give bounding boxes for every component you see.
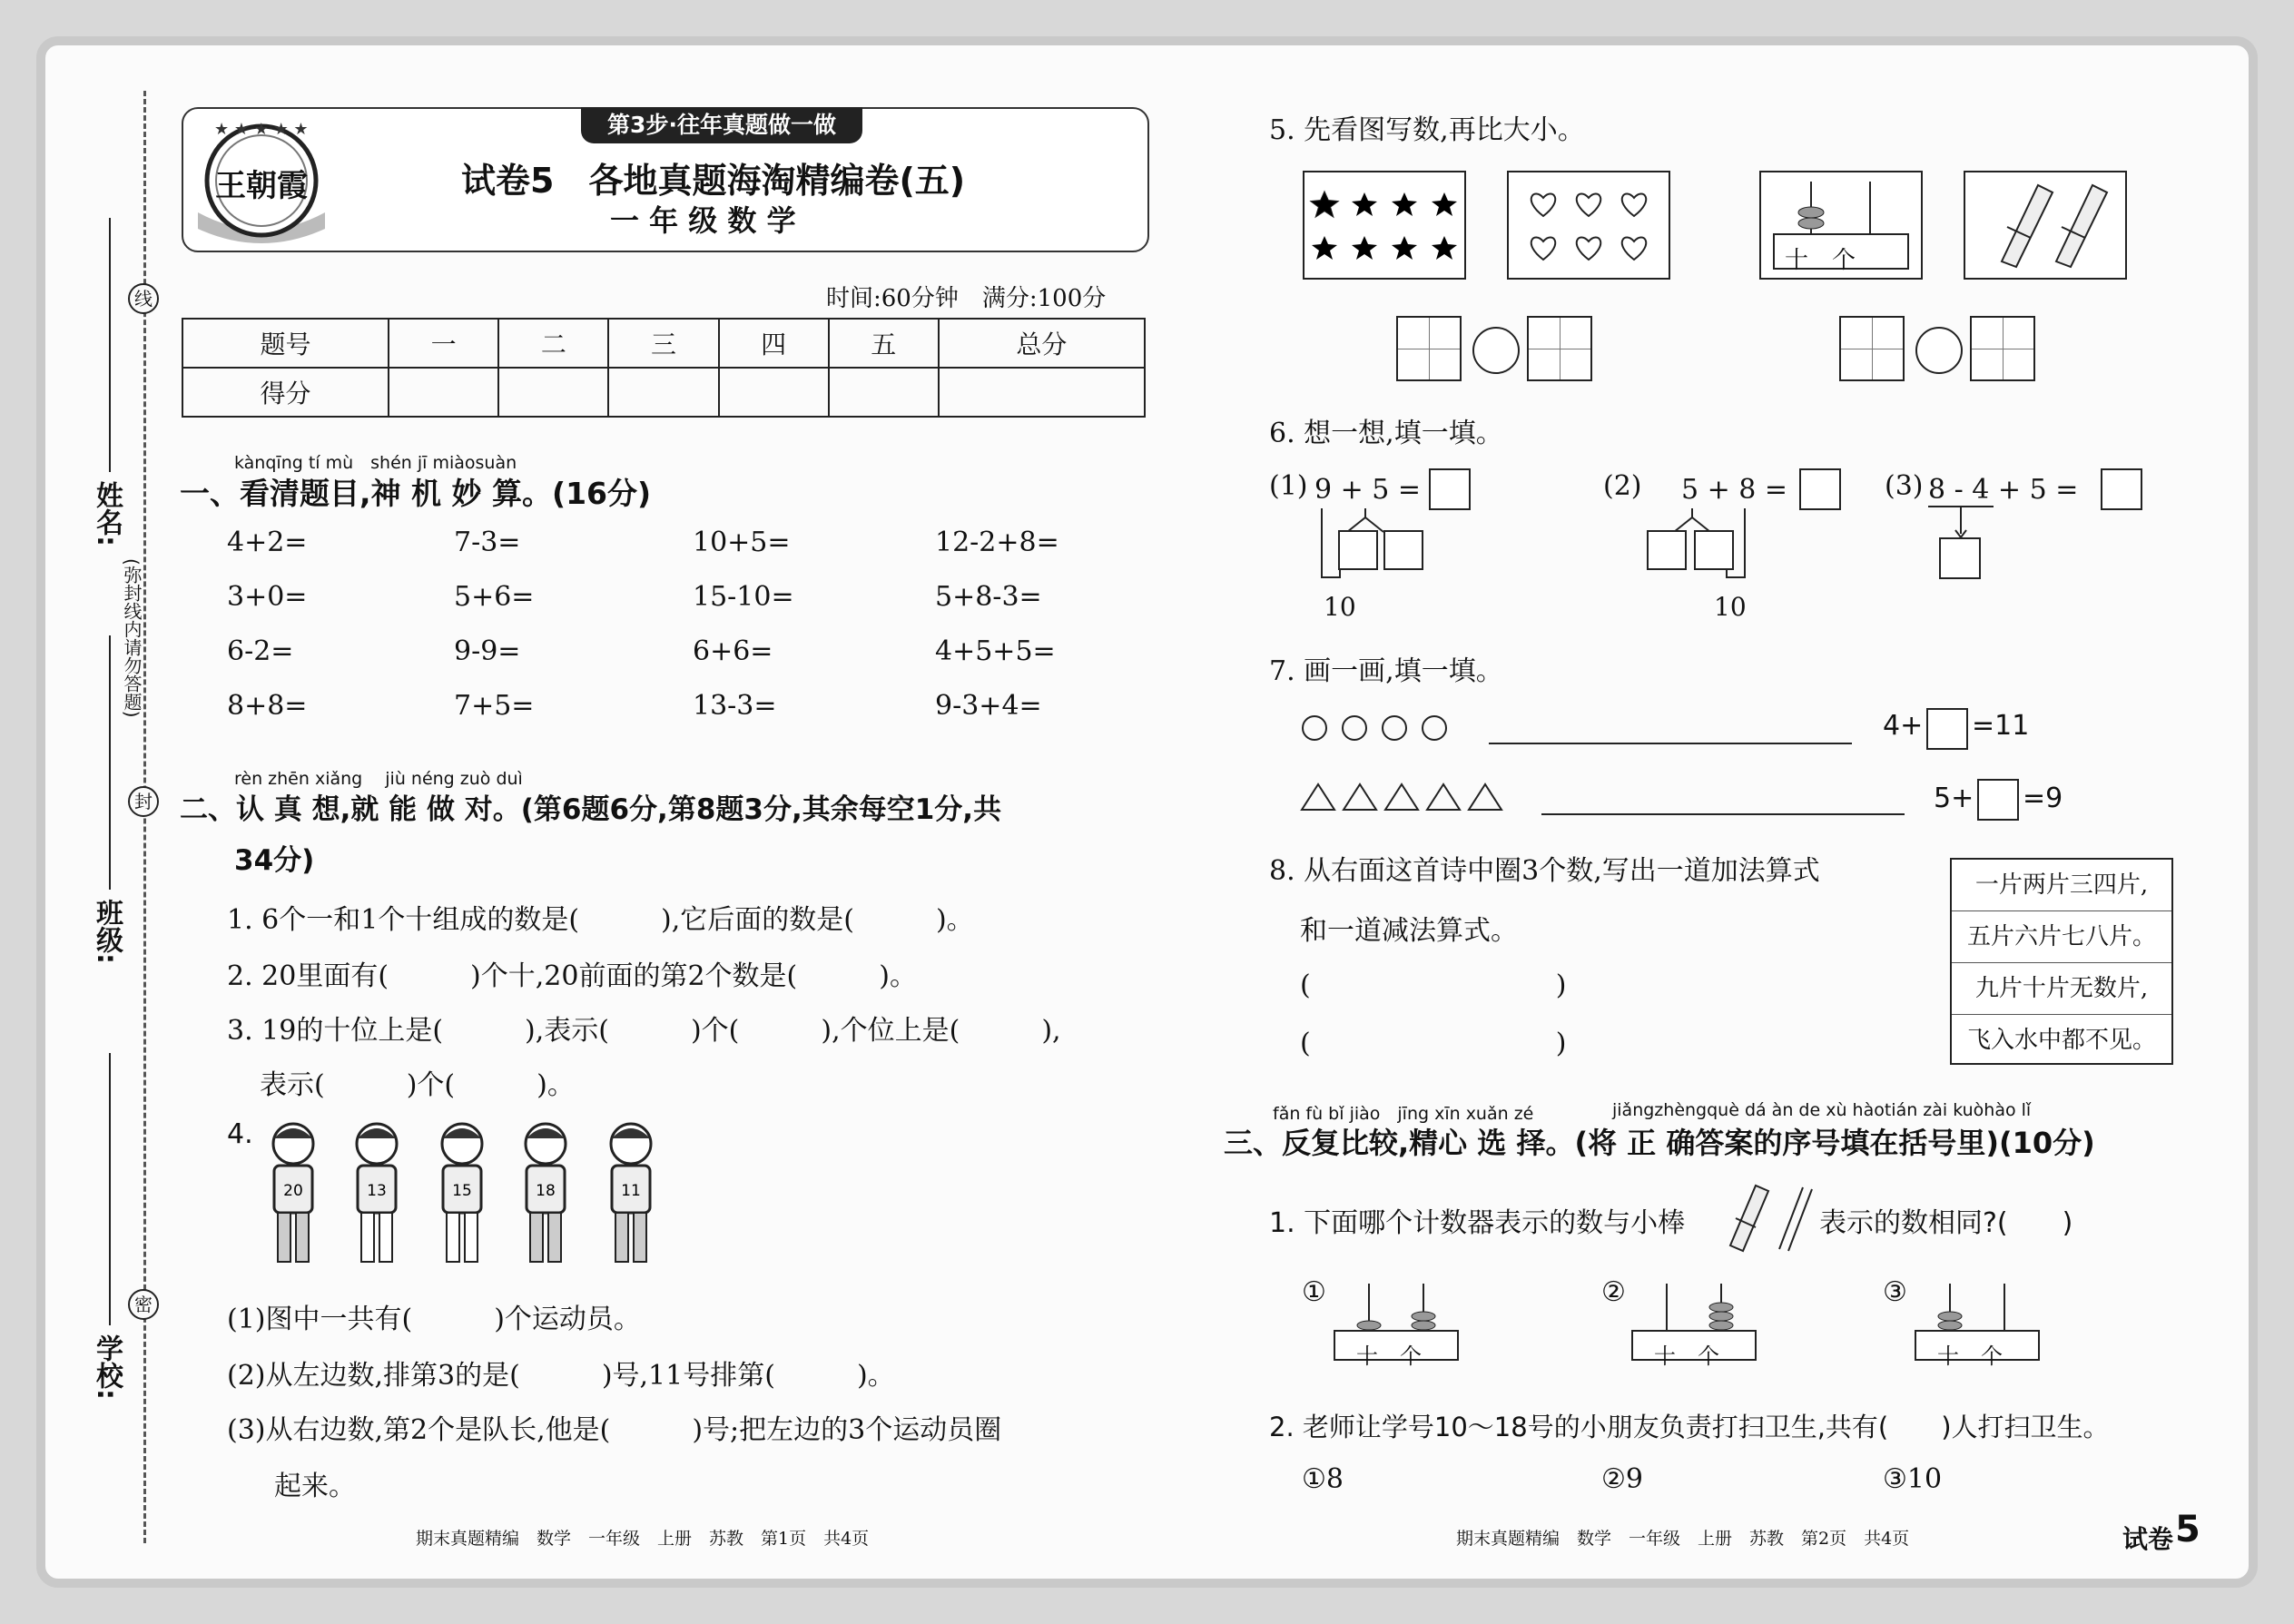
q2-3-line2: 表示( )个( )。 xyxy=(260,1069,575,1101)
answer-line[interactable] xyxy=(1541,813,1905,815)
answer-box[interactable] xyxy=(1926,708,1968,750)
score-header-cell: 四 xyxy=(719,319,829,368)
section1-pinyin: kànqīng tí mù shén jī miàosuàn xyxy=(234,453,517,473)
class-blank xyxy=(109,635,111,890)
q2-4-2: (2)从左边数,排第3的是( )号,11号排第( )。 xyxy=(227,1360,895,1392)
seal-circle-mi: 密 xyxy=(128,1289,159,1320)
calc-item: 4+2= xyxy=(227,527,308,558)
score-cell[interactable] xyxy=(608,368,718,417)
poem-line: 九片十片无数片, xyxy=(1952,963,2171,1015)
q6-1-label: (1) xyxy=(1269,470,1308,502)
calc-item: 13-3= xyxy=(693,690,777,722)
calc-item: 15-10= xyxy=(693,581,794,613)
section3-title: 三、反复比较,精心 选 择。(将 正 确答案的序号填在括号里)(10分) xyxy=(1224,1126,2095,1160)
calc-item: 5+8-3= xyxy=(935,581,1042,613)
option-2-label[interactable]: ② xyxy=(1601,1276,1626,1308)
q7-eq1-left: 4+ xyxy=(1883,710,1924,742)
q3-2-option-1[interactable]: ①8 xyxy=(1302,1463,1344,1495)
school-blank xyxy=(109,1053,111,1325)
q7-eq2-left: 5+ xyxy=(1934,782,1974,814)
q6-2-ten: 10 xyxy=(1714,592,1747,622)
section3-pinyin-2: jiǎngzhèngquè dá àn de xù hàotián zài kuòhào lǐ xyxy=(1612,1100,2032,1120)
svg-text:11: 11 xyxy=(621,1182,641,1200)
answer-box[interactable] xyxy=(1383,530,1423,570)
underline-arrow-icon xyxy=(1928,505,2001,541)
q2-4-3-line1: (3)从右边数,第2个是队长,他是( )号;把左边的3个运动员圈 xyxy=(227,1414,1002,1446)
q7-eq2-right: =9 xyxy=(2023,782,2063,814)
score-cell[interactable] xyxy=(498,368,608,417)
score-cell[interactable] xyxy=(719,368,829,417)
q3-2-option-3[interactable]: ③10 xyxy=(1883,1463,1943,1495)
q6-2-expr: 5 + 8 = xyxy=(1681,474,1788,506)
q8-answer2[interactable]: ( ) xyxy=(1300,1028,1567,1059)
sticks-picture xyxy=(1964,171,2127,280)
q2-4-label: 4. xyxy=(227,1118,253,1150)
abacus-place-label: 十 个 xyxy=(1654,1343,1719,1369)
q2-1: 1. 6个一和1个十组成的数是( ),它后面的数是( )。 xyxy=(227,904,974,936)
calc-item: 6+6= xyxy=(693,635,773,667)
svg-text:20: 20 xyxy=(283,1182,303,1200)
school-label: 学校: xyxy=(91,1334,123,1400)
calc-item: 8+8= xyxy=(227,690,308,722)
paper-title: 试卷5 各地真题海淘精编卷(五) xyxy=(461,161,966,201)
score-row-label: 得分 xyxy=(182,368,389,417)
answer-box[interactable] xyxy=(1338,530,1378,570)
poem-box xyxy=(1950,858,2173,1065)
q2-3-line1: 3. 19的十位上是( ),表示( )个( ),个位上是( ), xyxy=(227,1015,1061,1047)
brand-seal-icon xyxy=(189,113,334,247)
calc-item: 3+0= xyxy=(227,581,308,613)
calc-item: 5+6= xyxy=(454,581,535,613)
q6-title: 6. 想一想,填一填。 xyxy=(1269,418,1503,449)
q8-answer1[interactable]: ( ) xyxy=(1300,969,1567,1001)
q2-2: 2. 20里面有( )个十,20前面的第2个数是( )。 xyxy=(227,960,917,992)
answer-box[interactable] xyxy=(1694,530,1734,570)
score-table xyxy=(182,318,1146,418)
q2-4-3-line2: 起来。 xyxy=(274,1471,356,1502)
score-header-row xyxy=(182,319,1145,368)
paper-subtitle: 一 年 级 数 学 xyxy=(610,203,796,238)
answer-box[interactable] xyxy=(1647,530,1687,570)
score-header-cell: 二 xyxy=(498,319,608,368)
abacus-picture xyxy=(1759,171,1923,280)
name-blank xyxy=(109,218,111,472)
seal-note: (弥封线内请勿答题) xyxy=(121,558,143,718)
q3-1-text-b: 表示的数相同?( ) xyxy=(1819,1207,2073,1239)
score-header-cell: 题号 xyxy=(182,319,389,368)
answer-box[interactable] xyxy=(1527,316,1592,381)
calc-item: 7+5= xyxy=(454,690,535,722)
q6-1-ten: 10 xyxy=(1324,592,1356,622)
q8-line2: 和一道减法算式。 xyxy=(1300,915,1518,947)
answer-box[interactable] xyxy=(1839,316,1905,381)
answer-box[interactable] xyxy=(2101,468,2142,510)
q8-line1: 8. 从右面这首诗中圈3个数,写出一道加法算式 xyxy=(1269,855,1820,887)
abacus-place-label: 十 个 xyxy=(1937,1343,2003,1369)
class-label: 班级: xyxy=(91,899,123,964)
poem-line: 一片两片三四片, xyxy=(1952,860,2171,911)
option-1-label[interactable]: ① xyxy=(1302,1276,1326,1308)
runner-icon xyxy=(261,1118,325,1273)
stars-picture xyxy=(1303,171,1466,280)
paper-badge-number: 5 xyxy=(2175,1509,2200,1550)
name-label: 姓名: xyxy=(91,481,123,546)
section2-pinyin: rèn zhēn xiǎng jiù néng zuò duì xyxy=(234,769,523,789)
calc-item: 6-2= xyxy=(227,635,294,667)
footer-left: 期末真题精编 数学 一年级 上册 苏教 第1页 共4页 xyxy=(416,1529,870,1549)
calc-item: 9-3+4= xyxy=(935,690,1042,722)
q3-1-text-a: 1. 下面哪个计数器表示的数与小棒 xyxy=(1269,1207,1686,1239)
runner-icon xyxy=(430,1118,494,1273)
section2-title-line2: 34分) xyxy=(234,844,315,877)
runner-icon xyxy=(599,1118,663,1273)
abacus-place-label: 十 个 xyxy=(1785,247,1856,274)
svg-text:★ ★ ★ ★ ★: ★ ★ ★ ★ ★ xyxy=(214,120,309,139)
q3-2-text: 2. 老师让学号10～18号的小朋友负责打扫卫生,共有( )人打扫卫生。 xyxy=(1269,1412,2110,1442)
option-3-label[interactable]: ③ xyxy=(1883,1276,1907,1308)
section2-title-line1: 二、认 真 想,就 能 做 对。(第6题6分,第8题3分,其余每空1分,共 xyxy=(180,793,1002,826)
heart-icon xyxy=(1509,172,1669,278)
svg-text:13: 13 xyxy=(367,1182,387,1200)
score-cell[interactable] xyxy=(829,368,939,417)
compare-circle[interactable] xyxy=(1915,327,1963,374)
svg-text:15: 15 xyxy=(452,1182,472,1200)
answer-box[interactable] xyxy=(1396,316,1462,381)
time-info: 时间:60分钟 满分:100分 xyxy=(826,285,1107,312)
section3-pinyin-1: fǎn fù bǐ jiào jīng xīn xuǎn zé xyxy=(1273,1104,1534,1124)
triangles-icon xyxy=(1300,781,1518,813)
runner-icon xyxy=(514,1118,577,1273)
paper-badge-word: 试卷 xyxy=(2122,1524,2174,1554)
q6-1-expr: 9 + 5 = xyxy=(1314,474,1422,506)
q6-2-label: (2) xyxy=(1603,470,1642,502)
calc-item: 9-9= xyxy=(454,635,521,667)
answer-box[interactable] xyxy=(1429,468,1471,510)
poem-line: 五片六片七八片。 xyxy=(1952,911,2171,963)
stick-bundle-icon xyxy=(1723,1178,1814,1256)
answer-line[interactable] xyxy=(1489,743,1852,744)
stick-bundle-icon xyxy=(1965,172,2125,278)
q2-4-1: (1)图中一共有( )个运动员。 xyxy=(227,1304,641,1335)
poem-line: 飞入水中都不见。 xyxy=(1966,1027,2156,1054)
score-header-cell: 五 xyxy=(829,319,939,368)
hearts-picture xyxy=(1507,171,1670,280)
circles-icon xyxy=(1300,712,1463,744)
section1-title: 一、看清题目,神 机 妙 算。(16分) xyxy=(180,476,652,511)
abacus-place-label: 十 个 xyxy=(1356,1343,1422,1369)
score-header-cell: 总分 xyxy=(939,319,1145,368)
seal-circle-feng: 封 xyxy=(128,786,159,817)
footer-right: 期末真题精编 数学 一年级 上册 苏教 第2页 共4页 xyxy=(1456,1529,1910,1549)
q3-2-option-2[interactable]: ②9 xyxy=(1601,1463,1643,1495)
calc-item: 7-3= xyxy=(454,527,521,558)
score-header-cell: 三 xyxy=(608,319,718,368)
star-icon xyxy=(1305,172,1464,278)
score-cell[interactable] xyxy=(939,368,1145,417)
compare-circle[interactable] xyxy=(1472,327,1520,374)
answer-box[interactable] xyxy=(1977,779,2019,821)
answer-box[interactable] xyxy=(1970,316,2035,381)
calc-item: 12-2+8= xyxy=(935,527,1059,558)
q5-title: 5. 先看图写数,再比大小。 xyxy=(1269,114,1585,146)
svg-text:18: 18 xyxy=(536,1182,556,1200)
runner-icon xyxy=(345,1118,409,1273)
q7-eq1-right: =11 xyxy=(1972,710,2030,742)
score-cell[interactable] xyxy=(389,368,498,417)
seal-circle-xian: 线 xyxy=(128,283,159,314)
calc-item: 10+5= xyxy=(693,527,791,558)
score-row xyxy=(182,368,1145,417)
svg-text:王朝霞: 王朝霞 xyxy=(215,168,308,204)
q6-3-expr: 8 - 4 + 5 = xyxy=(1928,474,2079,506)
q7-title: 7. 画一画,填一填。 xyxy=(1269,655,1503,687)
answer-box[interactable] xyxy=(1799,468,1841,510)
score-header-cell: 一 xyxy=(389,319,498,368)
answer-box[interactable] xyxy=(1939,537,1981,579)
calc-item: 4+5+5= xyxy=(935,635,1056,667)
step-tab: 第3步·往年真题做一做 xyxy=(581,107,862,143)
q6-3-label: (3) xyxy=(1885,470,1924,502)
